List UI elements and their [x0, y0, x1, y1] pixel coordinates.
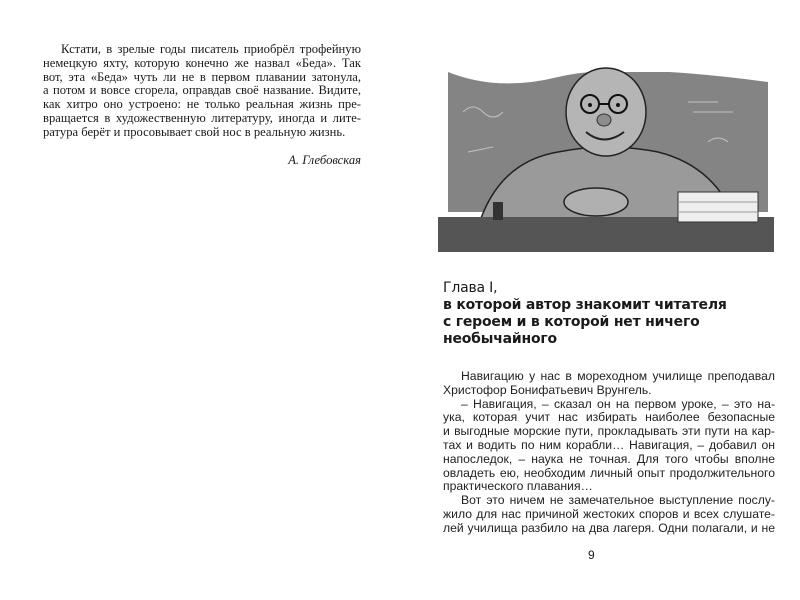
text-line: Вот это ничем не замечательное выступление послу- [461, 493, 775, 508]
text-line: напоследок, – наука не точная. Для того чтобы вполне [443, 451, 775, 466]
text-line: а потом и вовсе сгорела, оправдав своё название. Видите, [43, 83, 361, 98]
text-line: Христофор Бонифатьевич Врунгель. [443, 382, 652, 397]
chapter-title-line: с героем и в которой нет ничего [443, 314, 700, 330]
chapter-title-line: необычайного [443, 331, 557, 347]
chapter-body-text [443, 370, 775, 536]
text-line: как хитро оно устроено: не только реальная жизнь пре- [43, 97, 361, 112]
page-number: 9 [588, 548, 595, 562]
text-line: Навигацию у нас в мореходном училище преподавал [461, 369, 775, 383]
text-line: лей училища разбило на два лагеря. Одни полагали, и не [443, 520, 775, 535]
text-line: немецкую яхту, которую конечно же назвал «Беда». Так [43, 55, 361, 70]
text-line: Кстати, в зрелые годы писатель приобрёл трофейную [61, 42, 361, 56]
text-line: овладеть ею, необходим личный опыт продолжительного [443, 465, 775, 480]
text-line: вращается в художественную литературу, иногда и лите- [43, 110, 361, 125]
left-page-paragraph [43, 43, 361, 140]
text-line: тах и водить по ним корабли… Навигация, – добавил он [443, 437, 775, 452]
chapter-label: Глава I, [443, 280, 498, 296]
text-line: – Навигация, – сказал он на первом уроке, – это на- [461, 396, 775, 411]
author-signature: А. Глебовская [288, 153, 361, 167]
text-line: ука, которая учит нас избирать наиболее безопасные [443, 410, 775, 425]
illustration-captain-at-desk [438, 52, 774, 252]
chapter-heading [443, 280, 727, 348]
chapter-title-line: в которой автор знакомит читателя [443, 297, 727, 313]
text-line: ратура берёт и просовывает свой нос в реальную жизнь. [43, 124, 346, 139]
text-line: вот, эта «Беда» чуть ли не в первом плавании затонула, [43, 69, 361, 84]
text-line: жило для нас причиной жестоких споров и всех слушате- [443, 506, 775, 521]
text-line: и выгодные морские пути, прокладывать эти пути на кар- [443, 424, 775, 439]
text-line: практического плавания… [443, 479, 593, 494]
